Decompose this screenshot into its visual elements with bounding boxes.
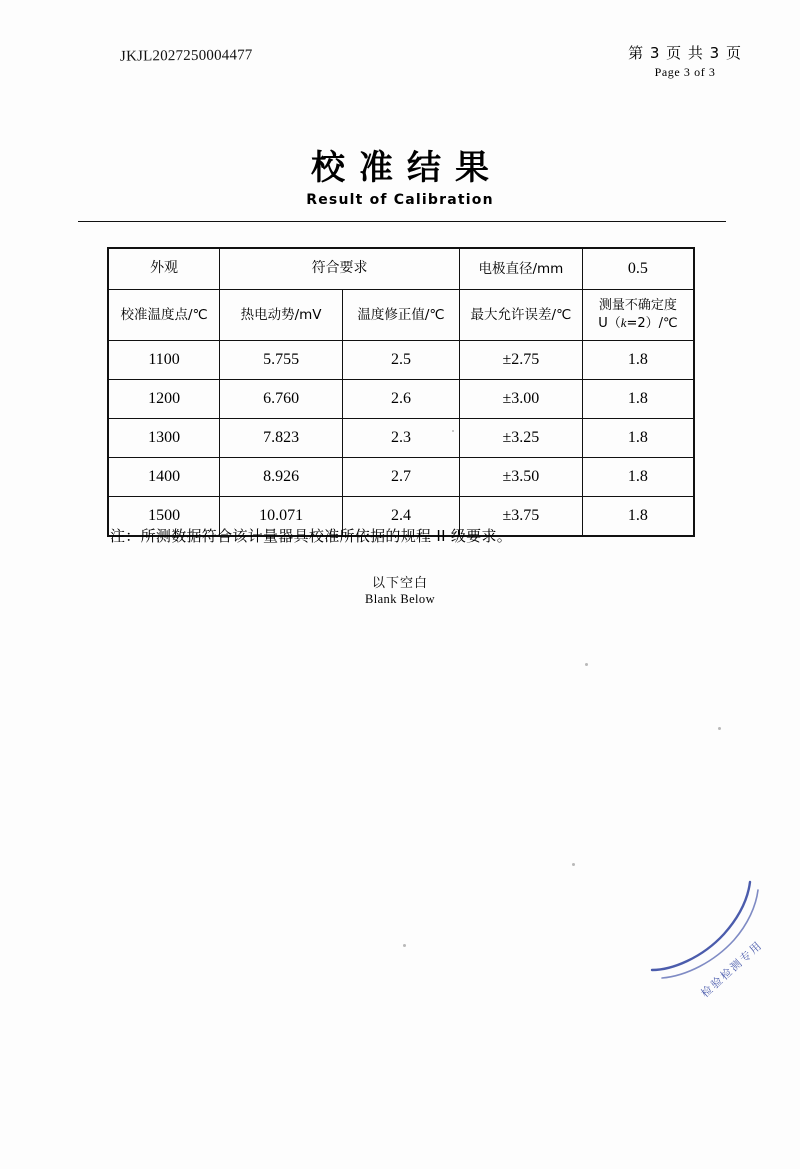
cell-emf: 10.071 [220, 497, 343, 536]
uncertainty-line1: 测量不确定度 [598, 298, 677, 314]
page-speck [452, 430, 454, 432]
cell-temp-correction: 2.7 [342, 458, 459, 497]
cell-max-error: ±3.25 [459, 419, 582, 458]
page-speck [718, 727, 721, 730]
cell-electrode-diameter-value: 0.5 [582, 249, 693, 290]
cell-temp-correction: 2.3 [342, 419, 459, 458]
calibration-table [108, 248, 694, 536]
uncertainty-k: k [620, 314, 627, 330]
inspection-stamp-icon [644, 874, 764, 984]
cell-uncertainty: 1.8 [582, 380, 693, 419]
cell-uncertainty: 1.8 [582, 458, 693, 497]
table-row [109, 341, 694, 380]
col-header-uncertainty [582, 290, 693, 341]
cell-uncertainty: 1.8 [582, 419, 693, 458]
cell-temp-correction: 2.4 [342, 497, 459, 536]
table-row [109, 249, 694, 290]
cell-max-error: ±3.75 [459, 497, 582, 536]
page-number-en: Page 3 of 3 [654, 64, 716, 79]
page-title: 校准结果 [311, 148, 503, 188]
col-header-max-error: 最大允许误差/℃ [459, 290, 582, 341]
certificate-number: JKJL2027250004477 [119, 47, 253, 65]
table-header-row [109, 290, 694, 341]
cell-max-error: ±3.00 [459, 380, 582, 419]
cell-uncertainty: 1.8 [582, 341, 693, 380]
table-row [109, 419, 694, 458]
page-speck [403, 944, 406, 947]
cell-temp-correction: 2.5 [342, 341, 459, 380]
cell-emf: 8.926 [220, 458, 343, 497]
cell-appearance-value: 符合要求 [220, 249, 460, 290]
page-subtitle: Result of Calibration [306, 192, 494, 208]
cell-temperature-point: 1100 [109, 341, 220, 380]
cell-electrode-diameter-label: 电极直径/mm [459, 249, 582, 290]
inspection-stamp-label: 检验检测专用 [698, 938, 766, 1001]
cell-temperature-point: 1500 [109, 497, 220, 536]
cell-max-error: ±3.50 [459, 458, 582, 497]
cell-uncertainty: 1.8 [582, 497, 693, 536]
col-header-temp-correction: 温度修正值/℃ [342, 290, 459, 341]
cell-emf: 5.755 [220, 341, 343, 380]
col-header-temperature-point: 校准温度点/℃ [109, 290, 220, 341]
page-speck [572, 863, 575, 866]
cell-temperature-point: 1400 [109, 458, 220, 497]
cell-emf: 6.760 [220, 380, 343, 419]
page-number-cn: 第 3 页 共 3 页 [628, 44, 742, 62]
calibration-table-wrapper [108, 248, 694, 536]
uncertainty-line2 [585, 315, 691, 332]
page-number [628, 44, 742, 80]
blank-below-cn: 以下空白 [371, 576, 428, 591]
cell-emf: 7.823 [220, 419, 343, 458]
cell-temperature-point: 1200 [109, 380, 220, 419]
cell-temperature-point: 1300 [109, 419, 220, 458]
uncertainty-u: U（ [598, 315, 621, 331]
table-row [109, 380, 694, 419]
title-divider [78, 221, 726, 222]
cell-temp-correction: 2.6 [342, 380, 459, 419]
table-note: 注：所测数据符合该计量器具校准所依据的规程 II 级要求。 [110, 527, 513, 545]
cell-max-error: ±2.75 [459, 341, 582, 380]
col-header-emf: 热电动势/mV [220, 290, 343, 341]
blank-below-en: Blank Below [364, 592, 436, 606]
uncertainty-post: =2）/℃ [626, 315, 678, 331]
page-speck [585, 663, 588, 666]
table-row [109, 458, 694, 497]
cell-appearance-label: 外观 [109, 249, 220, 290]
